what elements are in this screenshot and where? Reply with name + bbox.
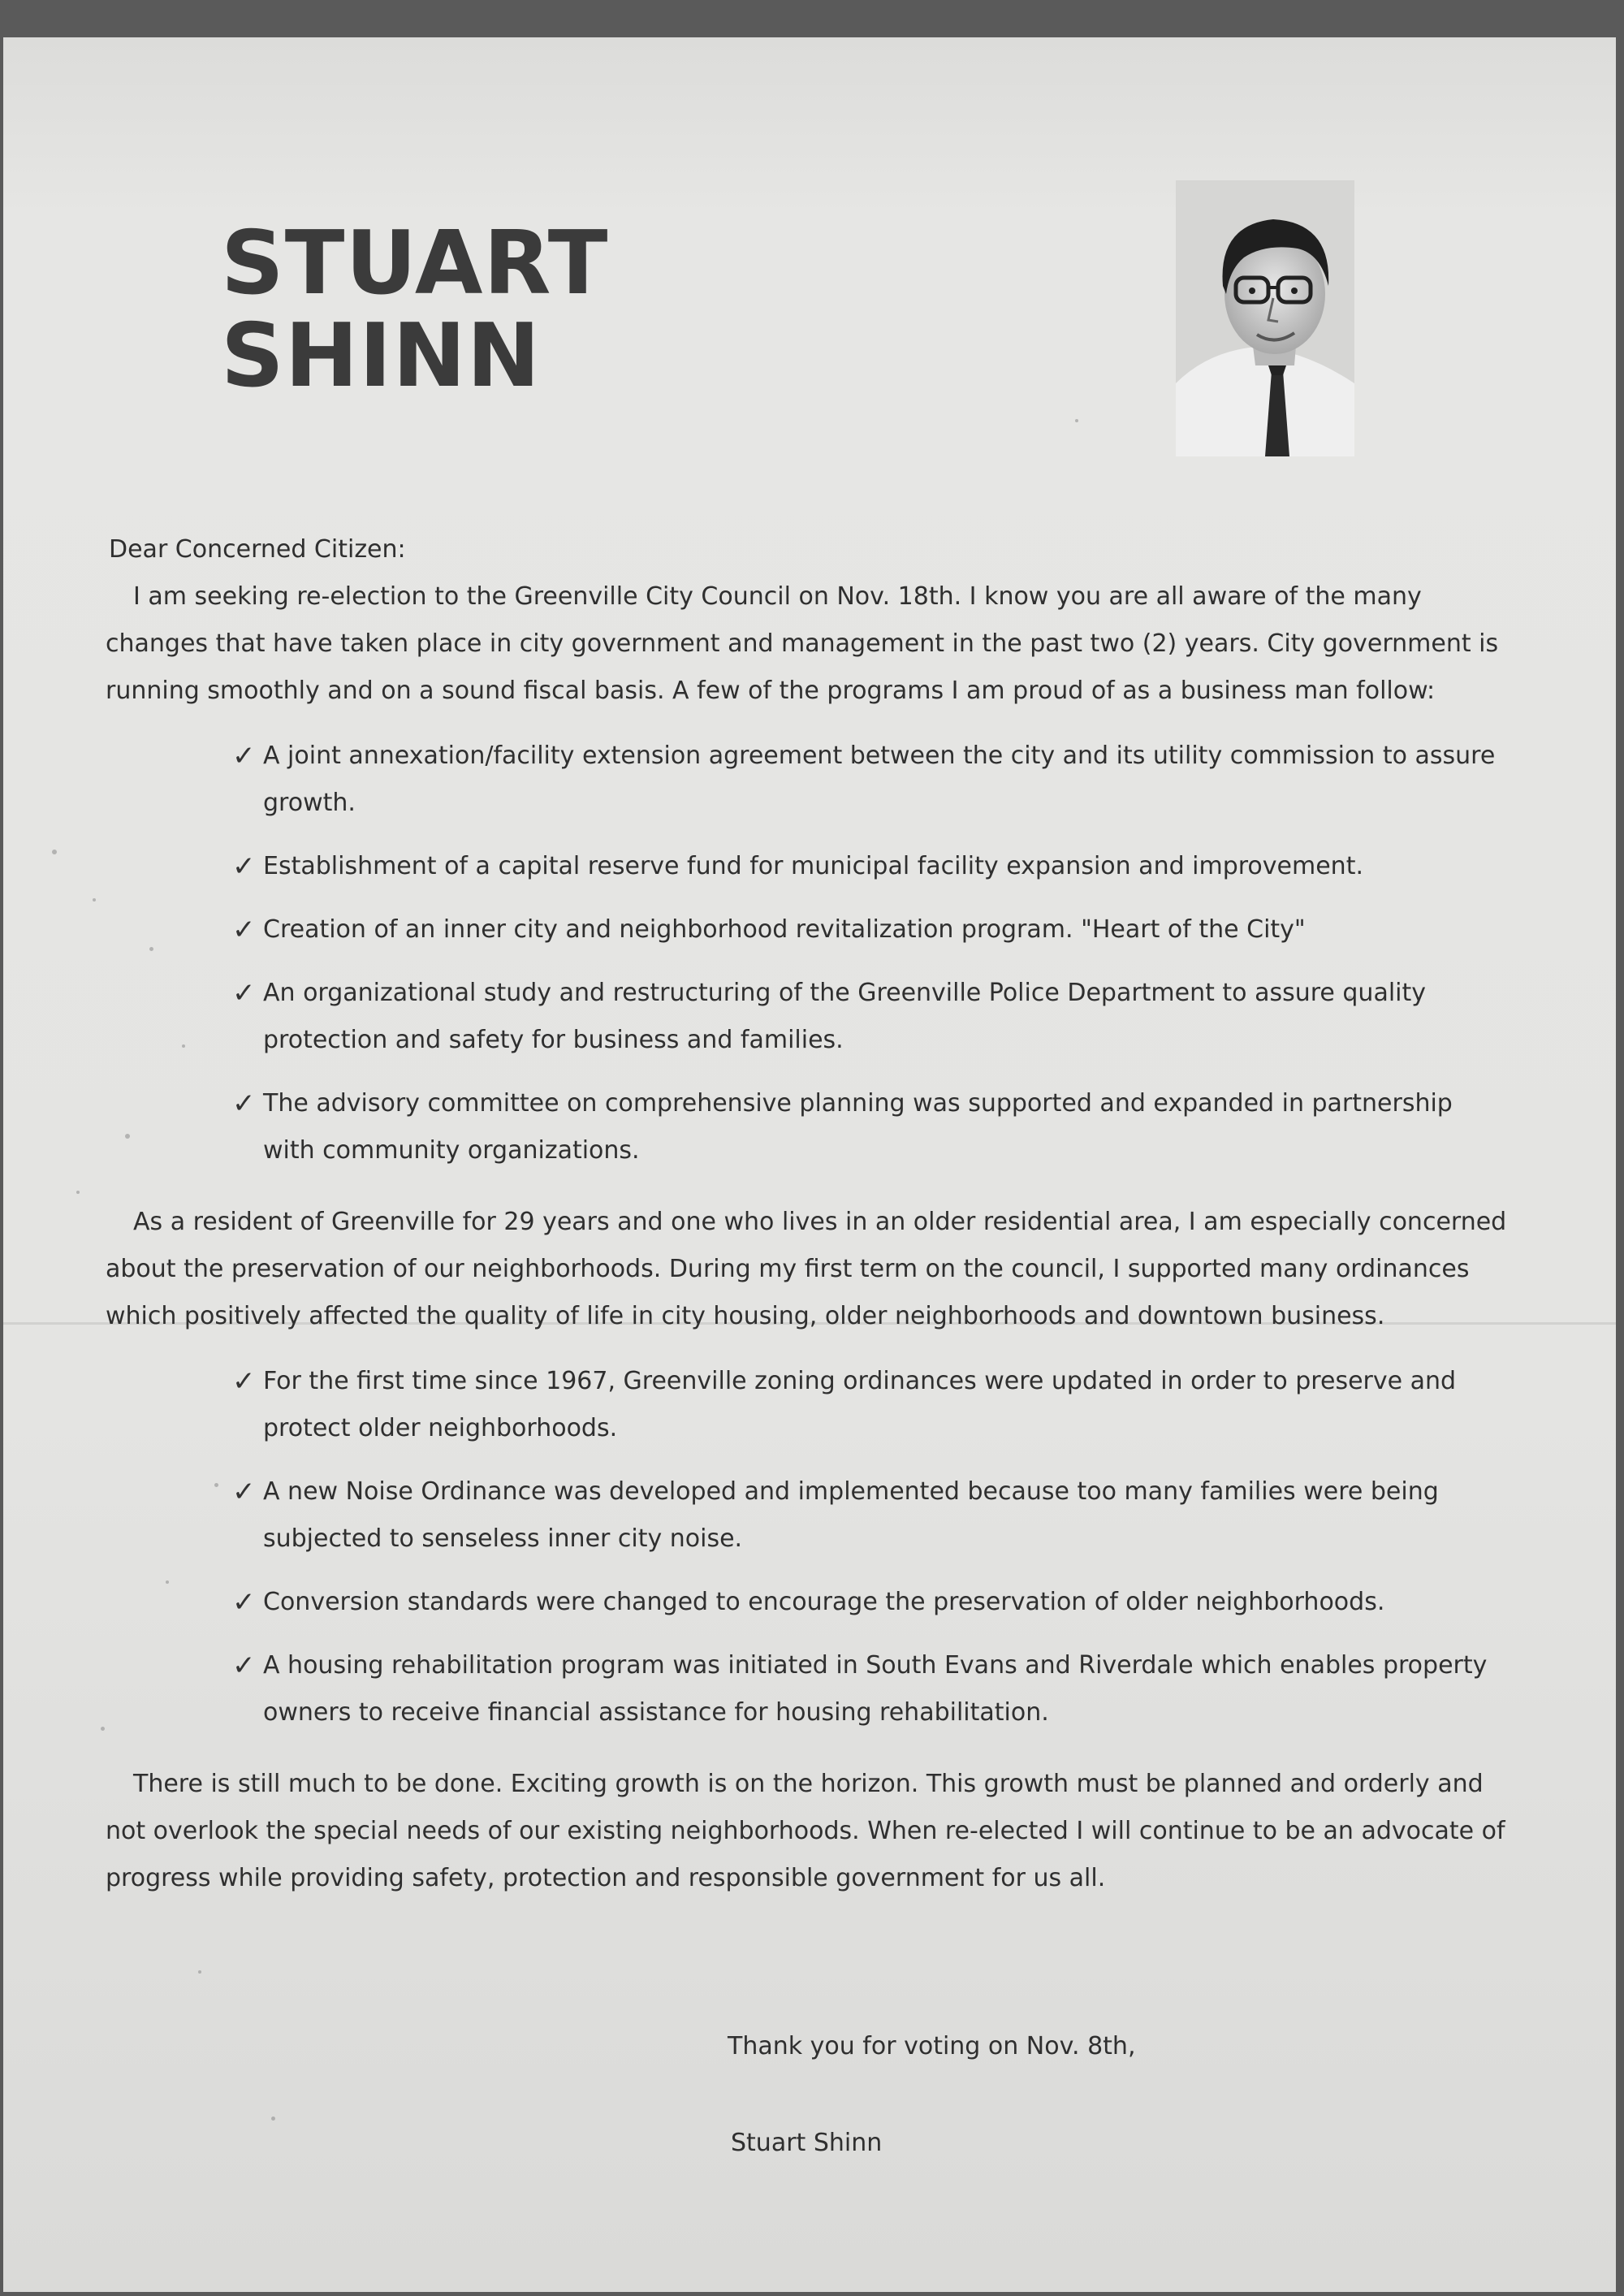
checkmark-icon: ✓ bbox=[232, 850, 256, 883]
final-paragraph: There is still much to be done. Exciting growth is on the horizon. This growth must be planned and orderly and not overlook the special needs of our existing neighborhoods. When re-elected I will continue to be an advocate of progress while providing safety, protection and responsible government for us all. bbox=[106, 1770, 1505, 1892]
salutation: Dear Concerned Citizen: bbox=[109, 535, 406, 564]
list-item: ✓ The advisory committee on comprehensive planning was supported and expanded in partnership with community organizations. bbox=[232, 1080, 1499, 1174]
intro-paragraph: I am seeking re-election to the Greenville City Council on Nov. 18th. I know you are all aware of the many changes that have taken place in city government and management in the past two (2) years. City government is running smoothly and on a sound fiscal basis. A few of the programs I am proud of as a business man follow: bbox=[106, 582, 1499, 705]
closing-line: Thank you for voting on Nov. 8th, bbox=[728, 2032, 1136, 2060]
signature-name: Stuart Shinn bbox=[731, 2129, 883, 2157]
checkmark-icon: ✓ bbox=[232, 740, 256, 772]
flyer-page bbox=[3, 37, 1616, 2292]
candidate-name bbox=[221, 213, 609, 407]
checkmark-icon: ✓ bbox=[232, 1087, 256, 1120]
candidate-last-name: SHINN bbox=[221, 305, 542, 407]
copy-speck bbox=[271, 2117, 275, 2121]
checkmark-icon: ✓ bbox=[232, 1650, 256, 1682]
copy-speck bbox=[76, 1191, 80, 1194]
checkmark-icon: ✓ bbox=[232, 1586, 256, 1619]
candidate-first-name: STUART bbox=[221, 213, 609, 314]
list-item: ✓ Conversion standards were changed to encourage the preservation of older neighborhoods. bbox=[232, 1579, 1499, 1626]
ordinances-list bbox=[232, 1358, 1499, 1736]
letter-body bbox=[106, 526, 1518, 1909]
programs-list bbox=[232, 733, 1499, 1174]
list-item: ✓ For the first time since 1967, Greenville zoning ordinances were updated in order to preserve and protect older neighborhoods. bbox=[232, 1358, 1499, 1452]
copy-speck bbox=[93, 898, 96, 902]
list-item: ✓ A housing rehabilitation program was initiated in South Evans and Riverdale which enables property owners to receive financial assistance for housing rehabilitation. bbox=[232, 1642, 1499, 1736]
checkmark-icon: ✓ bbox=[232, 1476, 256, 1508]
list-item: ✓ Creation of an inner city and neighborhood revitalization program. "Heart of the City" bbox=[232, 906, 1499, 953]
checkmark-icon: ✓ bbox=[232, 1365, 256, 1398]
list-item: ✓ A joint annexation/facility extension agreement between the city and its utility commission to assure growth. bbox=[232, 733, 1499, 827]
resident-paragraph: As a resident of Greenville for 29 years and one who lives in an older residential area, I am especially concerned about the preservation of our neighborhoods. During my first term on the council, I supported many ordinances which positively affected the quality of life in city housing, older neighborhoods and downtown business. bbox=[106, 1208, 1507, 1330]
list-item: ✓ Establishment of a capital reserve fund for municipal facility expansion and improvement. bbox=[232, 843, 1499, 890]
list-item: ✓ An organizational study and restructuring of the Greenville Police Department to assure quality protection and safety for business and families. bbox=[232, 970, 1499, 1064]
checkmark-icon: ✓ bbox=[232, 977, 256, 1010]
copy-speck bbox=[198, 1970, 201, 1974]
checkmark-icon: ✓ bbox=[232, 914, 256, 946]
copy-speck bbox=[52, 850, 57, 854]
portrait-photo-icon bbox=[1176, 180, 1354, 456]
list-item: ✓ A new Noise Ordinance was developed and implemented because too many families were being subjected to senseless inner city noise. bbox=[232, 1468, 1499, 1563]
copy-speck bbox=[1075, 419, 1078, 422]
copy-speck bbox=[101, 1727, 105, 1731]
